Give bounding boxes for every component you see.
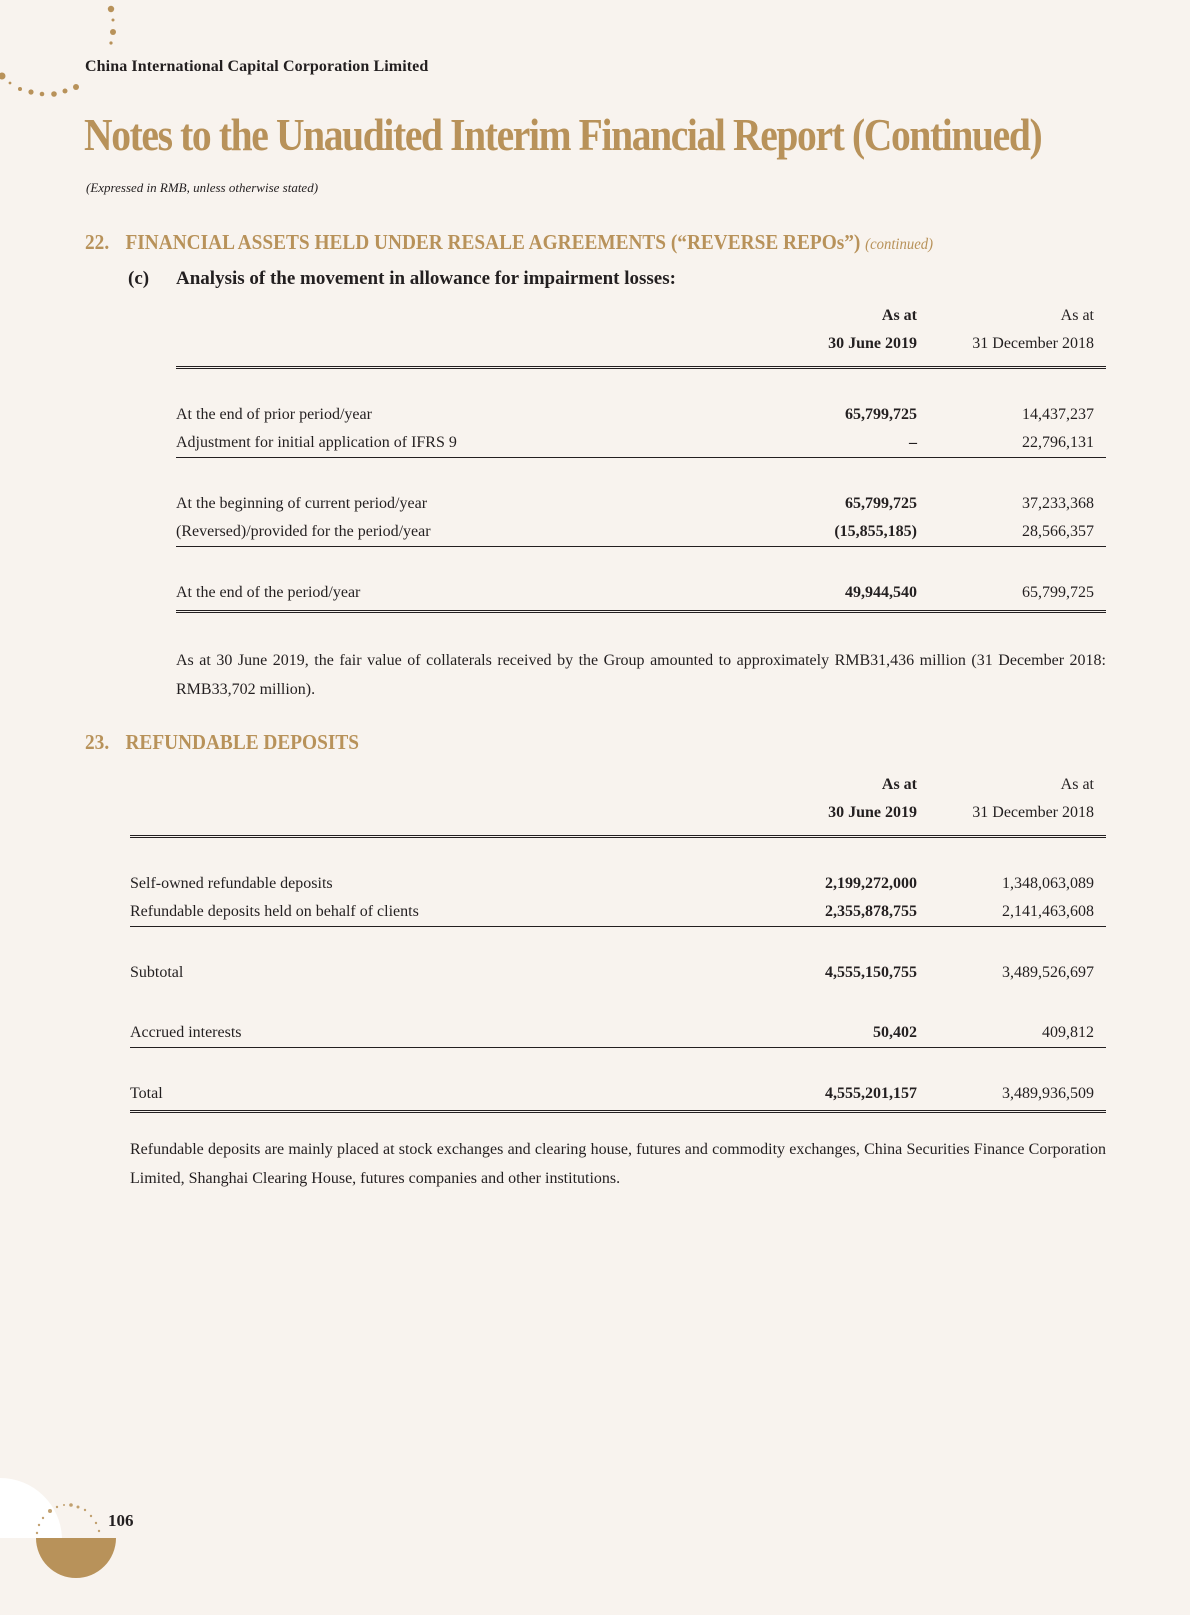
refundable-deposits-table — [130, 771, 1106, 1113]
impairment-allowance-table — [176, 302, 1106, 613]
table-row: Self-owned refundable deposits 2,199,272,000 1,348,063,089 — [130, 875, 1094, 892]
collateral-note: As at 30 June 2019, the fair value of collaterals received by the Group amounted to approximately RMB31,436 million (31 December 2018: RMB33,702 million). — [176, 652, 1106, 698]
col2-header-line1: As at — [1060, 776, 1094, 793]
section-23-heading — [85, 730, 359, 755]
continued-label: (continued) — [865, 236, 934, 253]
col1-header-line2: 30 June 2019 — [828, 335, 917, 352]
table-row: (Reversed)/provided for the period/year (15,855,185) 28,566,357 — [176, 518, 1106, 547]
table-header-row-2 — [130, 799, 1106, 827]
table-row: At the end of prior period/year 65,799,725 14,437,237 — [176, 406, 1094, 423]
decorative-half-circle — [0, 1470, 130, 1615]
page-subtitle: (Expressed in RMB, unless otherwise stated) — [86, 180, 319, 195]
page-title: Notes to the Unaudited Interim Financial Report (Continued) — [84, 109, 1042, 160]
decorative-dots-top — [0, 0, 120, 100]
table-row: Refundable deposits held on behalf of clients 2,355,878,755 2,141,463,608 — [130, 898, 1106, 927]
section-22-heading — [85, 230, 933, 255]
col2-header-line2: 31 December 2018 — [972, 804, 1094, 821]
table-header-row-1 — [176, 302, 1106, 330]
table-row-subtotal: Subtotal 4,555,150,755 3,489,526,697 — [130, 964, 1094, 981]
table-header-row-2 — [176, 330, 1106, 358]
col1-header-line2: 30 June 2019 — [828, 804, 917, 821]
table-row: Accrued interests 50,402 409,812 — [130, 1019, 1106, 1048]
subsection-title: Analysis of the movement in allowance for impairment losses: — [176, 268, 676, 289]
subsection-c-heading — [128, 268, 676, 290]
table-row-total: At the end of the period/year 49,944,540 65,799,725 — [176, 584, 1094, 601]
subsection-label: (c) — [128, 268, 150, 289]
section-title: FINANCIAL ASSETS HELD UNDER RESALE AGREEMENTS (“REVERSE REPOs”) — [125, 230, 861, 254]
col2-header-line1: As at — [1060, 307, 1094, 324]
col1-header-line1: As at — [881, 307, 917, 324]
col1-header-line1: As at — [881, 776, 917, 793]
deposits-note: Refundable deposits are mainly placed at stock exchanges and clearing house, futures and commodity exchanges, China Securities Finance Corporation Limited, Shanghai Clearing House, futures companies and other institutions. — [130, 1141, 1106, 1187]
company-name: China International Capital Corporation Limited — [85, 58, 429, 75]
table-row: At the beginning of current period/year 65,799,725 37,233,368 — [176, 495, 1094, 512]
section-number: 22. — [85, 230, 110, 254]
col2-header-line2: 31 December 2018 — [972, 335, 1094, 352]
section-title: REFUNDABLE DEPOSITS — [125, 730, 359, 754]
table-row: Adjustment for initial application of IFRS 9 – 22,796,131 — [176, 429, 1106, 458]
table-row-total: Total 4,555,201,157 3,489,936,509 — [130, 1085, 1094, 1102]
table-header-row-1 — [130, 771, 1106, 799]
section-number: 23. — [85, 730, 110, 754]
page-number: 106 — [108, 1511, 134, 1530]
